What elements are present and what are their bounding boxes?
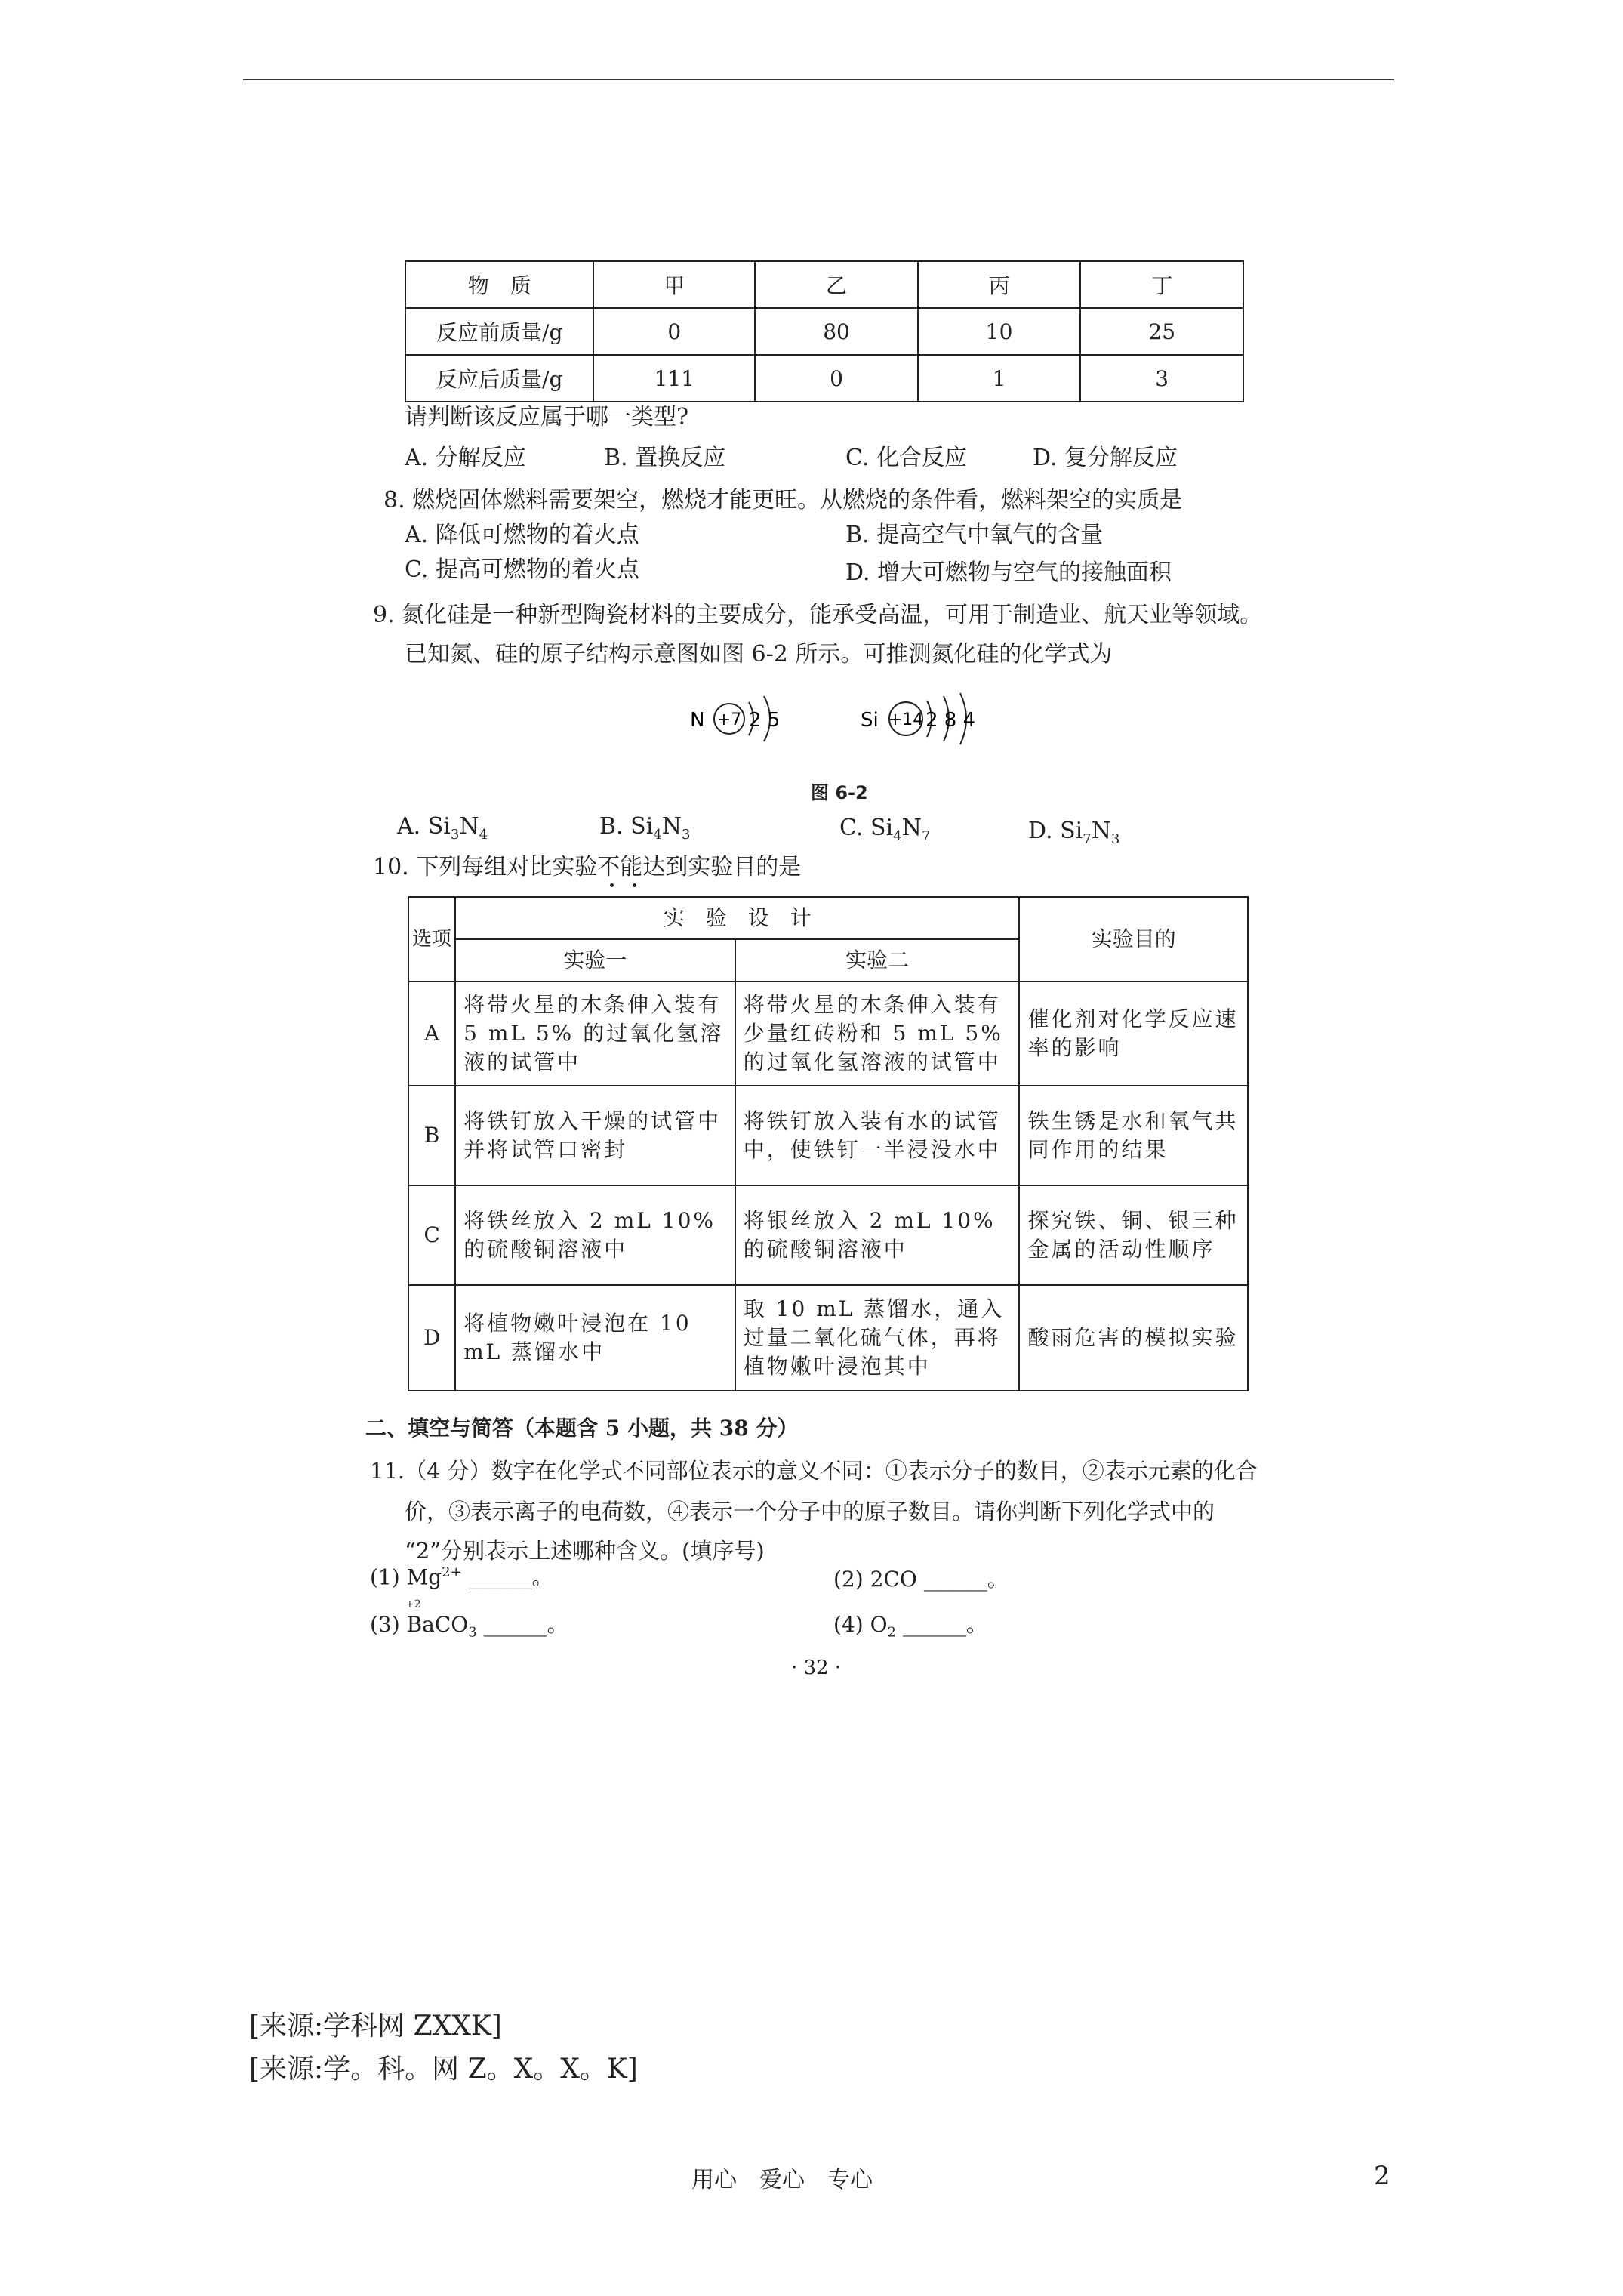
source-line-1: [来源:学科网 ZXXK] [249, 2011, 502, 2042]
q10-stem: 10. 下列每组对比实验不能达到实验目的是 [373, 854, 802, 880]
table-header-cell: 实验一 [455, 939, 735, 982]
table-cell: 酸雨危害的模拟实验 [1019, 1285, 1248, 1391]
q9-line1: 9. 氮化硅是一种新型陶瓷材料的主要成分，能承受高温，可用于制造业、航天业等领域。 [373, 602, 1263, 628]
section2-title: 二、填空与简答（本题含 5 小题，共 38 分） [365, 1416, 799, 1441]
table-cell: 反应后质量/g [405, 355, 593, 402]
atomic-structure-diagram [679, 680, 1012, 763]
q11-line2: 价，③表示离子的电荷数，④表示一个分子中的原子数目。请你判断下列化学式中的 [405, 1499, 1215, 1524]
emphasis-dot [633, 883, 636, 887]
table-cell: B [408, 1086, 455, 1185]
inner-page-number: · 32 · [791, 1657, 842, 1679]
table-cell: 0 [755, 355, 918, 402]
header-rule [243, 79, 1394, 80]
q9-option-b: B. $Si_4N_3$ [599, 813, 691, 843]
table-cell: 将银丝放入 2 mL 10% 的硫酸铜溶液中 [735, 1185, 1020, 1285]
q7-option-d: D. 复分解反应 [1033, 445, 1178, 471]
table-header-cell: 实验二 [735, 939, 1020, 982]
table-cell: 催化剂对化学反应速率的影响 [1019, 982, 1248, 1086]
table-row [408, 982, 1248, 1086]
valence-mark: +2 [405, 1598, 421, 1610]
q11-item-4: (4) $O_2$ ______。 [833, 1612, 987, 1641]
table-cell: 将植物嫩叶浸泡在 10 mL 蒸馏水中 [455, 1285, 735, 1391]
table-cell: 1 [918, 355, 1081, 402]
table-cell: D [408, 1285, 455, 1391]
q8-stem: 8. 燃烧固体燃料需要架空，燃烧才能更旺。从燃烧的条件看，燃料架空的实质是 [383, 487, 1183, 513]
page-number: 2 [1374, 2161, 1390, 2191]
q9-option-c: C. $Si_4N_7$ [839, 815, 931, 844]
table-header-cell: 丁 [1080, 261, 1243, 308]
table-cell: 将铁钉放入干燥的试管中并将试管口密封 [455, 1086, 735, 1185]
table-cell: 反应前质量/g [405, 308, 593, 355]
table-cell: 将铁丝放入 2 mL 10% 的硫酸铜溶液中 [455, 1185, 735, 1285]
q7-prompt: 请判断该反应属于哪一类型? [405, 404, 689, 430]
table-cell: 80 [755, 308, 918, 355]
table-cell: A [408, 982, 455, 1086]
q7-option-c: C. 化合反应 [845, 445, 967, 471]
table-cell: 将带火星的木条伸入装有少量红砖粉和 5 mL 5% 的过氧化氢溶液的试管中 [735, 982, 1020, 1086]
q11-line1: 11.（4 分）数字在化学式不同部位表示的意义不同：①表示分子的数目，②表示元素的化合 [370, 1458, 1258, 1484]
q11-item-1: (1) $Mg^{2+}$ ______。 [370, 1564, 553, 1590]
q11-item-2: (2) 2CO ______。 [833, 1567, 1009, 1592]
table-header-cell: 实 验 设 计 [455, 897, 1019, 939]
q9-option-d: D. $Si_7N_3$ [1028, 818, 1120, 847]
table-cell: 111 [593, 355, 755, 402]
q10-emphasis: 不能 [597, 854, 643, 880]
q7-option-a: A. 分解反应 [405, 445, 526, 471]
table-row [405, 308, 1243, 355]
table-cell: 铁生锈是水和氧气共同作用的结果 [1019, 1086, 1248, 1185]
si-symbol: Si [861, 709, 879, 732]
q11-line3: “2”分别表示上述哪种含义。(填序号) [405, 1538, 765, 1564]
experiment-table [408, 896, 1249, 1391]
table-row [408, 1285, 1248, 1391]
table-header-cell: 物 质 [405, 261, 593, 308]
table-row [408, 1086, 1248, 1185]
q8-option-c: C. 提高可燃物的着火点 [405, 556, 639, 583]
q8-option-b: B. 提高空气中氧气的含量 [845, 522, 1104, 548]
q11-item-3: (3) BaCO$_3$ ______。 [370, 1612, 568, 1641]
table-cell: 探究铁、铜、银三种金属的活动性顺序 [1019, 1185, 1248, 1285]
table-cell: 25 [1080, 308, 1243, 355]
table-cell: 10 [918, 308, 1081, 355]
table-row [408, 897, 1248, 939]
table-header-cell: 乙 [755, 261, 918, 308]
table-cell: 0 [593, 308, 755, 355]
table-header-cell: 甲 [593, 261, 755, 308]
table-cell: 将铁钉放入装有水的试管中，使铁钉一半浸没水中 [735, 1086, 1020, 1185]
table-header-cell: 丙 [918, 261, 1081, 308]
table-cell: 3 [1080, 355, 1243, 402]
q8-option-d: D. 增大可燃物与空气的接触面积 [845, 559, 1172, 586]
table-row [405, 355, 1243, 402]
n-nucleus-charge: +7 [716, 710, 742, 729]
table-cell: 取 10 mL 蒸馏水，通入过量二氧化硫气体，再将植物嫩叶浸泡其中 [735, 1285, 1020, 1391]
si-shells: 2 8 4 [925, 709, 976, 732]
q8-option-a: A. 降低可燃物的着火点 [405, 522, 639, 548]
table-cell: C [408, 1185, 455, 1285]
q7-option-b: B. 置换反应 [604, 445, 726, 471]
source-line-2: [来源:学。科。网 Z。X。X。K] [249, 2054, 638, 2085]
table-row [408, 1185, 1248, 1285]
figure-caption: 图 6-2 [811, 782, 868, 803]
q9-line2: 已知氮、硅的原子结构示意图如图 6-2 所示。可推测氮化硅的化学式为 [405, 641, 1113, 667]
n-shells: 2 5 [749, 709, 781, 732]
si-nucleus-charge: +14 [888, 710, 924, 729]
mass-table [405, 260, 1244, 402]
q9-option-a: A. $Si_3N_4$ [397, 813, 488, 843]
table-header-cell: 实验目的 [1019, 897, 1248, 982]
table-header-cell: 选项 [408, 897, 455, 982]
n-symbol: N [690, 709, 705, 732]
table-cell: 将带火星的木条伸入装有 5 mL 5% 的过氧化氢溶液的试管中 [455, 982, 735, 1086]
table-row [405, 261, 1243, 308]
footer-slogan: 用心 爱心 专心 [691, 2167, 873, 2193]
emphasis-dot [610, 883, 614, 887]
